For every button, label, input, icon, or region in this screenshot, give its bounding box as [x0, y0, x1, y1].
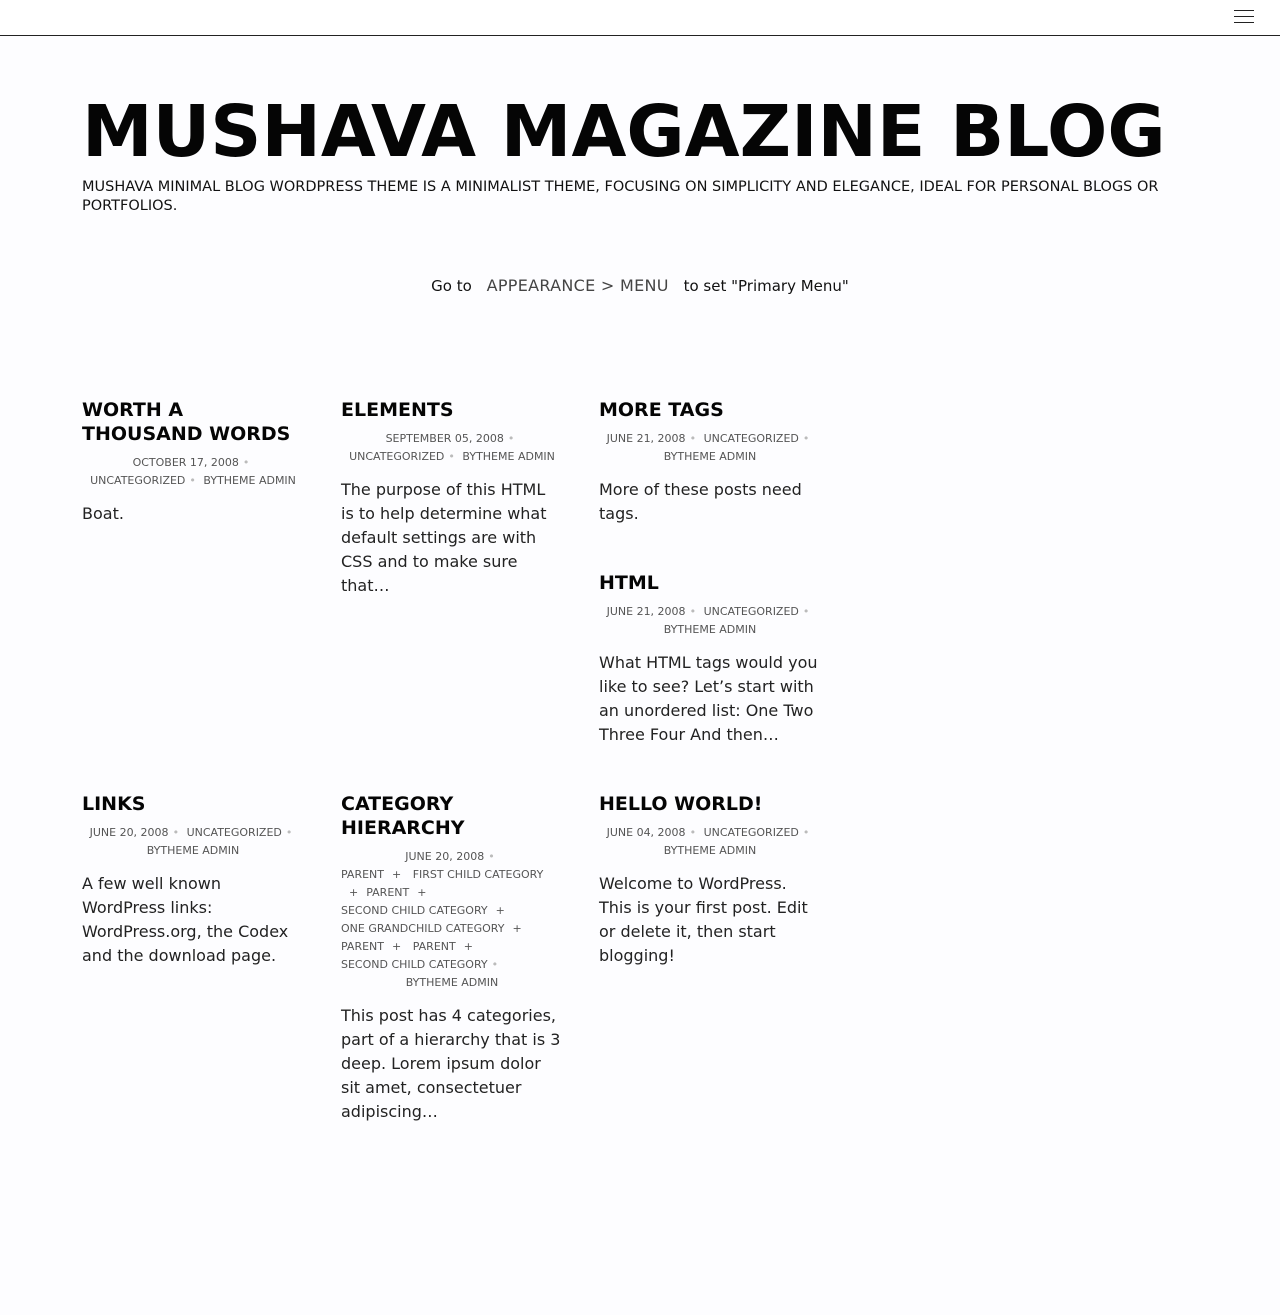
- post-meta: OCTOBER 17, 2008 • UNCATEGORIZED • BYTHEME ADMIN: [90, 456, 296, 487]
- menu-hint-suffix: to set "Primary Menu": [683, 277, 849, 295]
- post-meta: JUNE 04, 2008 • UNCATEGORIZED • BYTHEME ADMIN: [606, 826, 810, 857]
- post-excerpt: Welcome to WordPress. This is your first post. Edit or delete it, then start blogging!: [599, 874, 808, 965]
- post-card: [599, 398, 821, 526]
- post-card: [599, 571, 821, 747]
- post-category[interactable]: UNCATEGORIZED: [349, 450, 445, 463]
- post-category[interactable]: PARENT: [366, 886, 410, 899]
- post-title[interactable]: [341, 398, 563, 422]
- post-excerpt: The purpose of this HTML is to help determine what default settings are with CSS and to make sure that…: [341, 480, 547, 595]
- post-author[interactable]: BYTHEME ADMIN: [146, 844, 240, 857]
- post-title[interactable]: [599, 792, 821, 816]
- post-category[interactable]: PARENT: [341, 940, 384, 953]
- hamburger-menu-icon[interactable]: [1234, 10, 1254, 24]
- post-card: [341, 398, 563, 598]
- post-meta: JUNE 21, 2008 • UNCATEGORIZED • BYTHEME ADMIN: [606, 432, 810, 463]
- post-date[interactable]: SEPTEMBER 05, 2008: [385, 432, 504, 445]
- post-meta: JUNE 21, 2008 • UNCATEGORIZED • BYTHEME ADMIN: [606, 605, 810, 636]
- post-date[interactable]: JUNE 04, 2008: [606, 826, 686, 839]
- post-date[interactable]: JUNE 21, 2008: [606, 605, 686, 618]
- post-title[interactable]: [82, 398, 304, 446]
- post-card: [599, 792, 821, 968]
- post-excerpt: What HTML tags would you like to see? Let’s start with an unordered list: One Two Three Four And then…: [599, 653, 818, 744]
- post-author[interactable]: BYTHEME ADMIN: [405, 976, 499, 989]
- post-title[interactable]: [599, 398, 821, 422]
- post-date[interactable]: JUNE 20, 2008: [405, 850, 485, 863]
- post-author[interactable]: BYTHEME ADMIN: [462, 450, 555, 463]
- post-category[interactable]: UNCATEGORIZED: [90, 474, 186, 487]
- post-meta: SEPTEMBER 05, 2008 • UNCATEGORIZED • BYTHEME ADMIN: [349, 432, 555, 463]
- post-category[interactable]: ONE GRANDCHILD CATEGORY: [341, 922, 505, 935]
- post-category[interactable]: UNCATEGORIZED: [703, 605, 799, 618]
- post-title-link[interactable]: HELLO WORLD!: [599, 793, 763, 815]
- post-title-link[interactable]: CATEGORY HIERARCHY: [341, 793, 465, 839]
- post-title-link[interactable]: WORTH A THOUSAND WORDS: [82, 399, 291, 445]
- post-author[interactable]: BYTHEME ADMIN: [663, 623, 757, 636]
- post-title-link[interactable]: MORE TAGS: [599, 399, 724, 421]
- post-meta: JUNE 20, 2008 • PARENT + FIRST CHILD CATEGORY + PARENT + SECOND CHILD CATEGORY + ONE GRANDCHILD CATEGORY + PARENT + PARENT + SECOND CHILD CATEGORY • BYTHEME ADMIN: [341, 850, 544, 989]
- post-category[interactable]: PARENT: [341, 868, 384, 881]
- post-meta: JUNE 20, 2008 • UNCATEGORIZED • BYTHEME ADMIN: [89, 826, 293, 857]
- post-category[interactable]: PARENT: [412, 940, 456, 953]
- post-date[interactable]: JUNE 21, 2008: [606, 432, 686, 445]
- post-excerpt: A few well known WordPress links: WordPress.org, the Codex and the download page.: [82, 874, 289, 965]
- post-date[interactable]: OCTOBER 17, 2008: [132, 456, 239, 469]
- post-card: [341, 792, 563, 1124]
- menu-hint-prefix: Go to: [431, 277, 472, 295]
- post-card: [82, 398, 304, 526]
- post-category[interactable]: SECOND CHILD CATEGORY: [341, 904, 488, 917]
- post-author[interactable]: BYTHEME ADMIN: [203, 474, 296, 487]
- post-title-link[interactable]: ELEMENTS: [341, 399, 454, 421]
- post-title[interactable]: [599, 571, 821, 595]
- menu-hint: [0, 276, 1280, 295]
- post-title[interactable]: [82, 792, 304, 816]
- post-title-link[interactable]: LINKS: [82, 793, 146, 815]
- post-excerpt: This post has 4 categories, part of a hierarchy that is 3 deep. Lorem ipsum dolor sit amet, consectetuer adipiscing…: [341, 1006, 561, 1121]
- post-category[interactable]: UNCATEGORIZED: [703, 826, 799, 839]
- post-author[interactable]: BYTHEME ADMIN: [663, 450, 757, 463]
- post-date[interactable]: JUNE 20, 2008: [89, 826, 169, 839]
- top-bar: [0, 0, 1280, 36]
- post-author[interactable]: BYTHEME ADMIN: [663, 844, 757, 857]
- post-title-link[interactable]: HTML: [599, 572, 659, 594]
- appearance-menu-link[interactable]: APPEARANCE > MENU: [486, 276, 669, 295]
- site-title[interactable]: MUSHAVA MAGAZINE BLOG: [82, 90, 1166, 173]
- post-category[interactable]: UNCATEGORIZED: [186, 826, 282, 839]
- post-card: [82, 792, 304, 968]
- post-category[interactable]: SECOND CHILD CATEGORY: [341, 958, 488, 971]
- post-category[interactable]: FIRST CHILD CATEGORY: [412, 868, 544, 881]
- post-excerpt: More of these posts need tags.: [599, 480, 802, 523]
- post-category[interactable]: UNCATEGORIZED: [703, 432, 799, 445]
- post-excerpt: Boat.: [82, 504, 124, 523]
- post-title[interactable]: [341, 792, 563, 840]
- site-description: MUSHAVA MINIMAL BLOG WORDPRESS THEME IS A MINIMALIST THEME, FOCUSING ON SIMPLICITY AND ELEGANCE, IDEAL FOR PERSONAL BLOGS OR PORTFOLIOS.: [82, 179, 1159, 214]
